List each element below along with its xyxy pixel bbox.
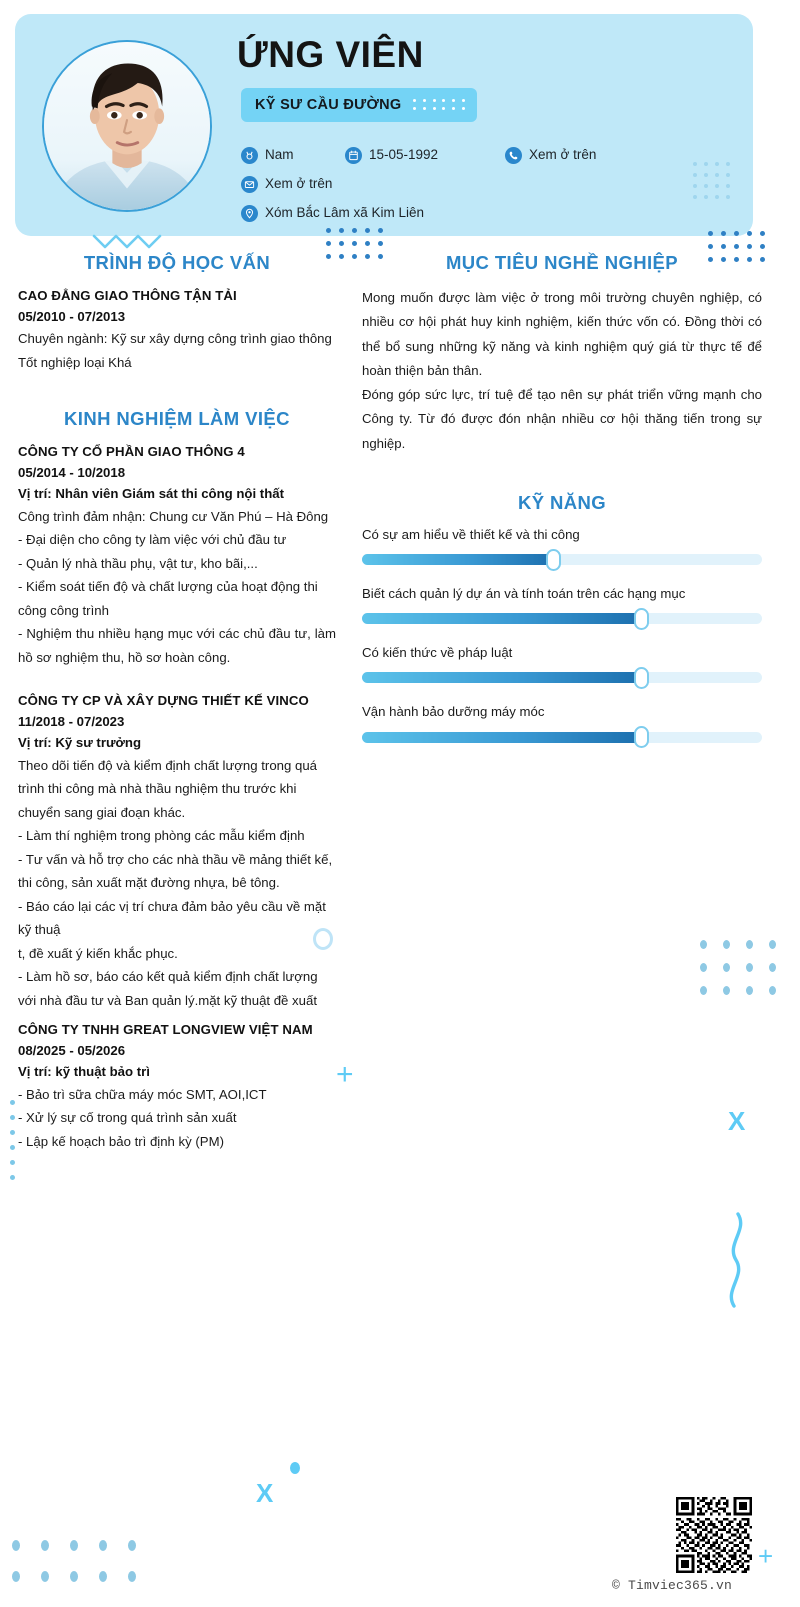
plus-decor-left: + (336, 1058, 354, 1091)
objective-paragraph-1: Mong muốn được làm việc ở trong môi trường chuyên nghiệp, có nhiều cơ hội phát huy kinh nghiệm, kiến thức vốn có. Đồng thời có thể bổ sung những kỹ năng và kinh nghiệm quý giá từ thực tế để hoàn thiện bản thân. (362, 290, 762, 378)
education-school: CAO ĐẲNG GIAO THÔNG TẬN TẢI (18, 288, 237, 303)
experience-bullet: - Kiểm soát tiến độ và chất lượng của hoạt động thi công công trình (18, 579, 318, 618)
objective-paragraph-2: Đóng góp sức lực, trí tuệ để tạo nên sự phát triển vững mạnh cho Công ty. Từ đó được đón nhận nhiều cơ hội thăng tiến trong sự nghiệp. (362, 387, 762, 451)
education-major: Chuyên ngành: Kỹ sư xây dựng công trình giao thông (18, 331, 332, 347)
experience-dates: 08/2025 - 05/2026 (18, 1043, 126, 1059)
candidate-photo (44, 42, 210, 210)
contact-row-2 (241, 173, 721, 195)
education-entry (18, 286, 336, 374)
skill-label: Có sự am hiểu về thiết kế và thi công (362, 526, 580, 542)
contact-dob (345, 147, 505, 164)
job-title-badge (241, 88, 477, 122)
cv-header (15, 14, 753, 236)
experience-role: Vị trí: kỹ thuật bảo trì (18, 1064, 150, 1080)
experience-org: CÔNG TY CP VÀ XÂY DỰNG THIẾT KẾ VINCO (18, 693, 309, 709)
gender-icon (241, 147, 258, 164)
experience-bullet: - Lập kế hoạch bảo trì định kỳ (PM) (18, 1133, 224, 1149)
skill-label: Biết cách quản lý dự án và tính toán trên các hạng mục (362, 586, 686, 602)
skill-bar-fill (362, 554, 554, 565)
gender-value: Nam (265, 147, 294, 163)
education-dates: 05/2010 - 07/2013 (18, 308, 126, 324)
plus-decor-bottom-right: + (758, 1541, 774, 1571)
squiggle-decor-right (716, 1210, 756, 1315)
experience-org: CÔNG TY CỔ PHẦN GIAO THÔNG 4 (18, 444, 245, 460)
calendar-icon (345, 147, 362, 164)
header-dot-grid-decor (693, 162, 737, 206)
contact-info (241, 144, 721, 231)
phone-icon (505, 147, 522, 164)
skill-bar-fill (362, 732, 642, 743)
address-value: Xóm Bắc Lâm xã Kim Liên (265, 205, 425, 221)
dob-value: 15-05-1992 (369, 147, 439, 163)
experience-item (18, 442, 336, 669)
dot-decor-bottom (290, 1462, 300, 1474)
experience-bullet: - Nghiệm thu nhiều hạng mục với các chủ đầu tư, làm hồ sơ nghiệm thu, hồ sơ hoàn công. (18, 626, 336, 665)
envelope-icon (241, 176, 258, 193)
experience-dates: 11/2018 - 07/2023 (18, 714, 125, 730)
x-decor-bottom: X (256, 1478, 274, 1508)
skill-bar-fill (362, 613, 642, 624)
contact-address (241, 205, 424, 222)
skill-label: Vận hành bảo dưỡng máy móc (362, 704, 545, 720)
avatar (42, 40, 212, 212)
dot-grid-decor-bottom-left (12, 1540, 157, 1602)
skill-item (362, 644, 762, 683)
experience-bullet: - Bảo trì sữa chữa máy móc SMT, AOI,ICT (18, 1086, 267, 1102)
skill-item (362, 585, 762, 624)
experience-body: Công trình đảm nhận: Chung cư Văn Phú – Hà Đông (18, 508, 329, 524)
email-value: Xem ở trên (265, 176, 333, 192)
skill-bar-knob[interactable] (634, 667, 649, 689)
experience-bullet: - Báo cáo lại các vị trí chưa đảm bảo yêu cầu về mặt kỹ thuậ (18, 898, 326, 938)
experience-bullet: t, đề xuất ý kiến khắc phục. (18, 945, 178, 961)
experience-dates: 05/2014 - 10/2018 (18, 464, 126, 480)
phone-value: Xem ở trên (529, 147, 597, 163)
dot-grid-decor-right-mid (700, 940, 792, 1009)
skills-list (362, 526, 762, 743)
left-column (18, 252, 336, 1153)
skill-item (362, 526, 762, 565)
experience-role: Vị trí: Nhân viên Giám sát thi công nội thất (18, 486, 284, 502)
right-column (362, 252, 762, 763)
experience-bullet: - Đại diện cho công ty làm việc với chủ đầu tư (18, 532, 287, 548)
skill-bar-track[interactable] (362, 672, 762, 683)
copyright-text: © Timviec365.vn (612, 1578, 733, 1593)
qr-code-image (676, 1497, 752, 1573)
skill-bar-knob[interactable] (634, 608, 649, 630)
job-title-text: KỸ SƯ CẦU ĐƯỜNG (255, 97, 402, 113)
skill-bar-knob[interactable] (634, 726, 649, 748)
experience-bullet: - Xử lý sự cố trong quá trình sản xuất (18, 1110, 237, 1126)
contact-gender (241, 147, 345, 164)
experience-item (18, 1020, 336, 1153)
section-title-experience: KINH NGHIỆM LÀM VIỆC (64, 408, 290, 430)
experience-bullet: - Tư vấn và hỗ trợ cho các nhà thầu về mảng thiết kế, thi công, sản xuất mặt đường nhựa, bê tông. (18, 851, 333, 891)
experience-body: Theo dõi tiến độ và kiểm định chất lượng trong quá trình thi công mà nhà thầu nghiệm thu trước khi chuyển sang giai đoạn khác. (18, 757, 317, 820)
contact-row-3 (241, 202, 721, 224)
section-title-skills: KỸ NĂNG (517, 491, 607, 513)
skill-bar-fill (362, 672, 642, 683)
experience-role: Vị trí: Kỹ sư trưởng (18, 735, 141, 751)
education-grade: Tốt nghiệp loại Khá (18, 354, 132, 370)
skill-label: Có kiến thức về pháp luật (362, 645, 513, 661)
skill-bar-track[interactable] (362, 613, 762, 624)
experience-bullet: - Quản lý nhà thầu phụ, vật tư, kho bãi,... (18, 555, 258, 571)
badge-dots-decor (410, 97, 468, 113)
x-decor-right: X (728, 1106, 746, 1136)
skill-bar-track[interactable] (362, 732, 762, 743)
experience-bullet: - Làm hồ sơ, báo cáo kết quả kiểm định chất lượng với nhà đầu tư và Ban quản lý.mặt kỹ thuật đề xuất (18, 969, 318, 1008)
skill-item (362, 703, 762, 742)
experience-org: CÔNG TY TNHH GREAT LONGVIEW VIỆT NAM (18, 1022, 313, 1038)
page-title: ỨNG VIÊN (237, 34, 424, 75)
contact-row-1 (241, 144, 721, 166)
contact-phone (505, 147, 596, 164)
skill-bar-knob[interactable] (546, 549, 561, 571)
qr-code[interactable] (676, 1497, 752, 1573)
contact-email (241, 176, 332, 193)
section-title-education: TRÌNH ĐỘ HỌC VẤN (83, 252, 271, 273)
dot-column-decor-left (10, 1100, 15, 1190)
location-pin-icon (241, 205, 258, 222)
skill-bar-track[interactable] (362, 554, 762, 565)
experience-item (18, 691, 336, 1012)
experience-bullet: - Làm thí nghiệm trong phòng các mẫu kiểm định (18, 828, 305, 844)
section-title-objective: MỤC TIÊU NGHỀ NGHIỆP (445, 252, 679, 273)
